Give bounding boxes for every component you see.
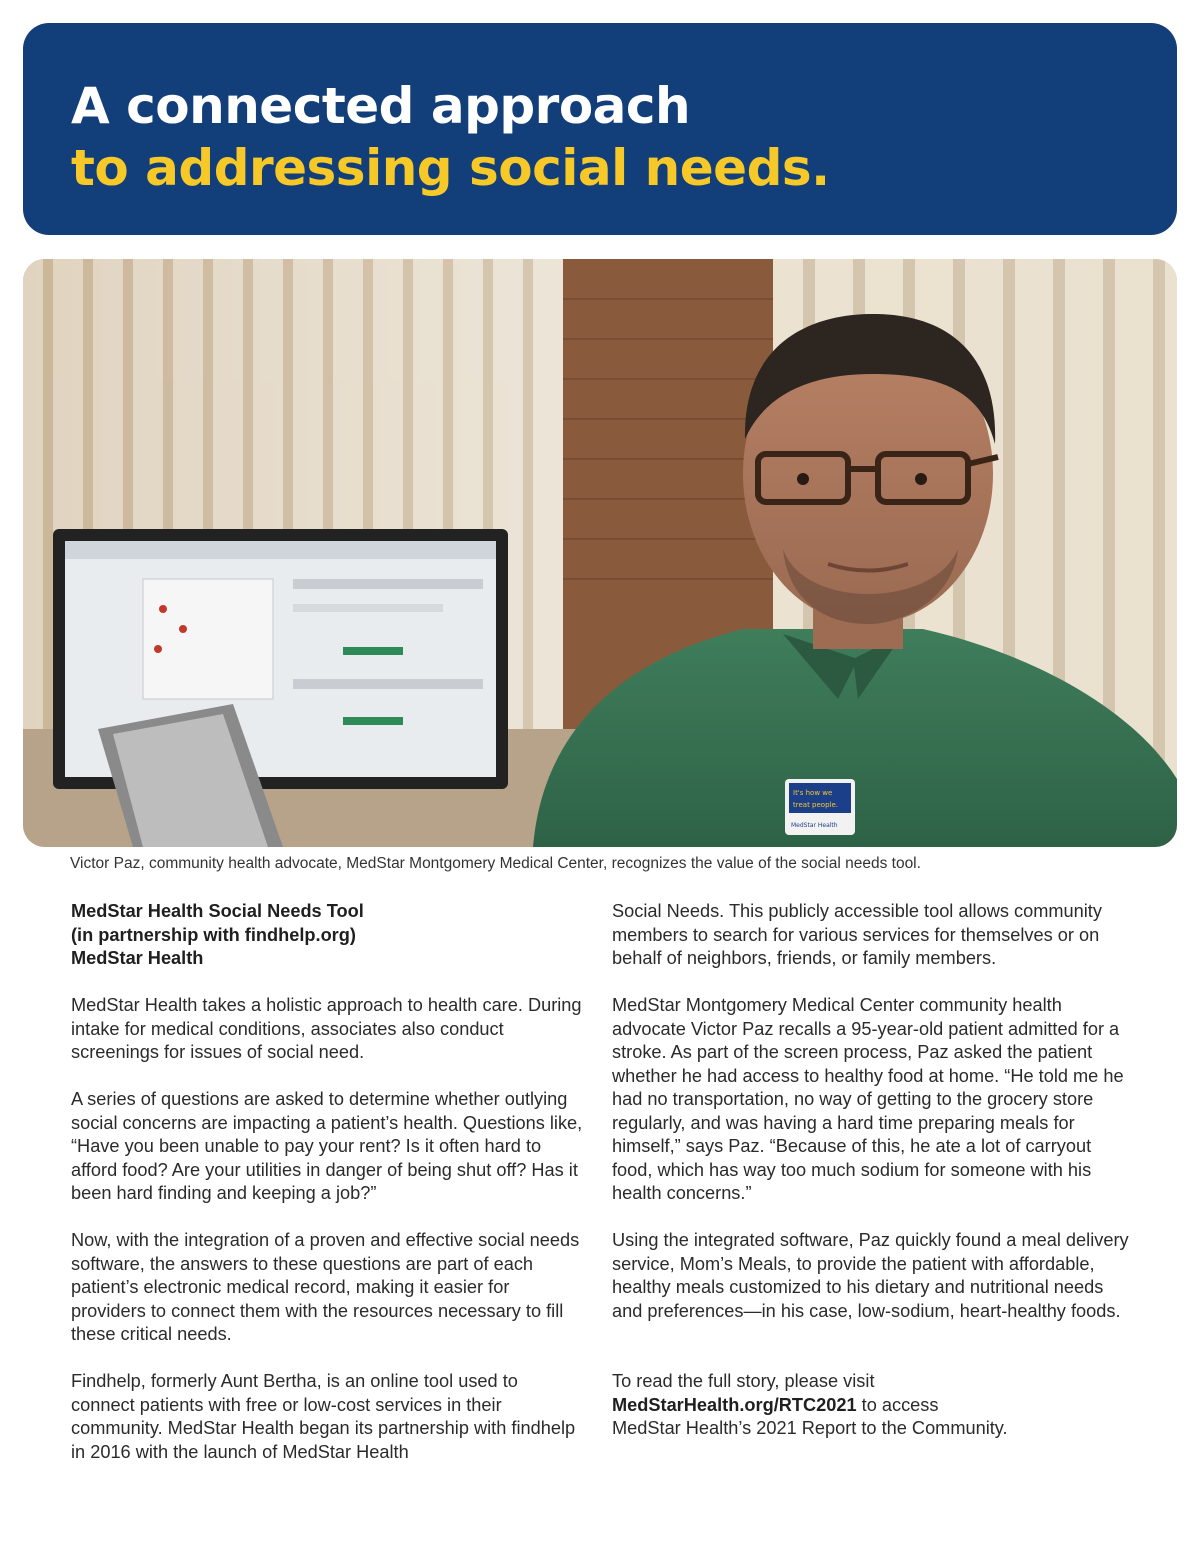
paragraph-3: Now, with the integration of a proven and effective social needs software, the answers to these questions are part of each patient’s electronic medical record, making it easier for providers to connect them with the resources necessary to fill these critical needs. [71, 1230, 580, 1344]
article-column-right [612, 900, 1132, 1464]
paragraph-7: Using the integrated software, Paz quickly found a meal delivery service, Mom’s Meals, to provide the patient with affordable, healthy meals customized to his dietary and nutritional needs and preferences—in his case, low-sodium, heart-healthy foods. [612, 1230, 1129, 1321]
badge-text-3: MedStar Health [791, 822, 838, 829]
cta-line-3: MedStar Health’s 2021 Report to the Community. [612, 1418, 1008, 1438]
paragraph-5: Social Needs. This publicly accessible tool allows community members to search for various services for themselves or on behalf of neighbors, friends, or family members. [612, 901, 1102, 968]
call-to-action [612, 1370, 1132, 1441]
article-column-left [71, 900, 586, 1488]
heading-line-2: (in partnership with findhelp.org) [71, 924, 356, 945]
title-line-2: to addressing social needs. [71, 139, 830, 197]
header-banner [23, 23, 1177, 235]
paragraph-1: MedStar Health takes a holistic approach to health care. During intake for medical conditions, associates also conduct screenings for issues of social need. [71, 995, 582, 1062]
heading-line-3: MedStar Health [71, 948, 204, 968]
paragraph-2: A series of questions are asked to determine whether outlying social concerns are impacting a patient’s health. Questions like, “Have you been unable to pay your rent? Is it often hard to afford food? Are your utilities in danger of being shut off? Has it been hard finding and keeping a job?” [71, 1089, 583, 1203]
cta-link[interactable]: MedStarHealth.org/RTC2021 [612, 1394, 857, 1415]
photo-caption: Victor Paz, community health advocate, MedStar Montgomery Medical Center, recognizes the value of the social needs tool. [70, 855, 921, 872]
heading-line-1: MedStar Health Social Needs Tool [71, 901, 364, 921]
cta-suffix: to access [856, 1394, 939, 1415]
hero-photo [23, 259, 1177, 847]
paragraph-6: MedStar Montgomery Medical Center community health advocate Victor Paz recalls a 95-year-old patient admitted for a stroke. As part of the screen process, Paz asked the patient whether he had access to healthy food at home. “He told me he had no transportation, no way of getting to the grocery store regularly, and was having a hard time preparing meals for himself,” says Paz. “Because of this, he ate a lot of carryout food, which has way too much sodium for someone with his health concerns.” [612, 995, 1124, 1203]
article-heading [71, 900, 586, 971]
paragraph-4: Findhelp, formerly Aunt Bertha, is an online tool used to connect patients with free or low-cost services in their community. MedStar Health began its partnership with findhelp in 2016 with the launch of MedStar Health [71, 1371, 576, 1462]
title-line-1: A connected approach [71, 77, 691, 135]
name-badge [785, 779, 855, 835]
portrait-illustration [23, 259, 1177, 847]
page-title [71, 75, 830, 199]
badge-text-1: It's how we [793, 789, 833, 797]
cta-prefix: To read the full story, please visit [612, 1371, 875, 1391]
badge-text-2: treat people. [793, 801, 838, 809]
